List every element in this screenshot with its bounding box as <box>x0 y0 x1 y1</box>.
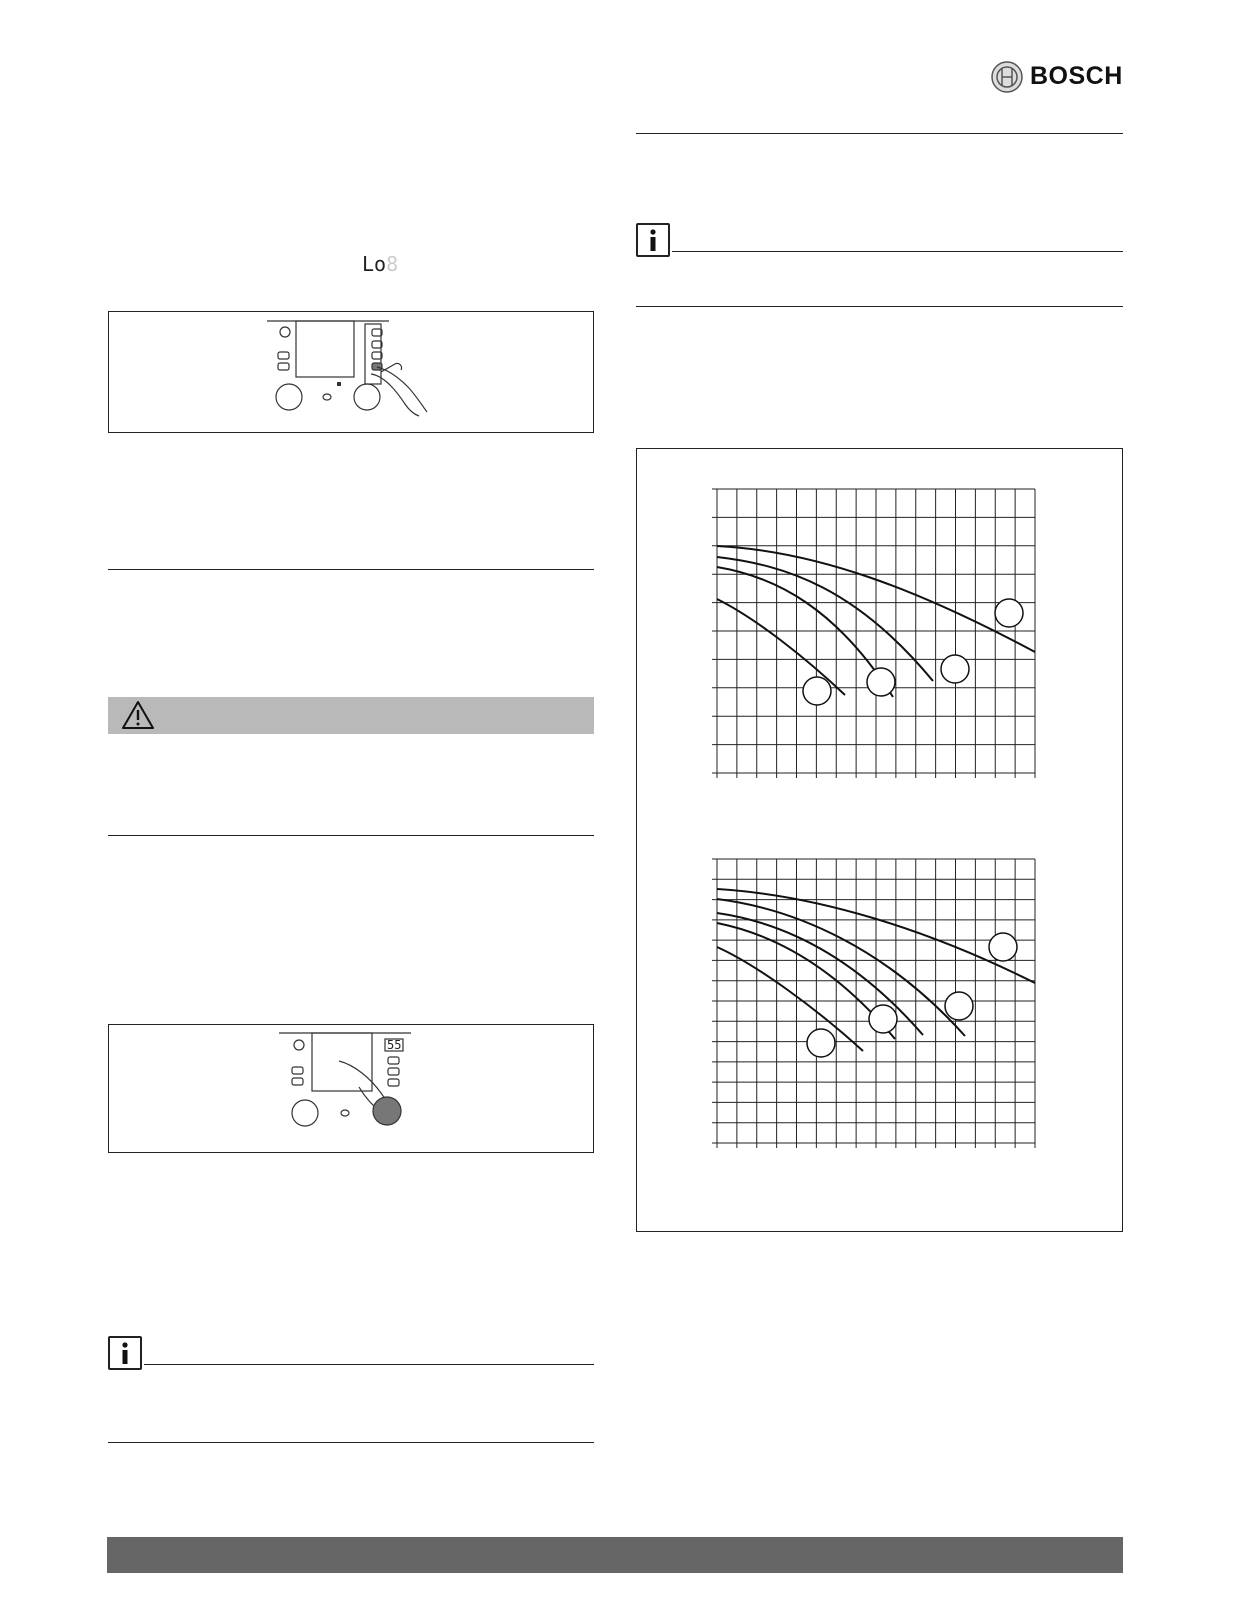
control-panel-knob-illustration <box>109 1025 595 1154</box>
section-rule <box>108 569 594 570</box>
curve-marker <box>989 933 1017 961</box>
display-readout-value: Lo <box>362 252 387 276</box>
brand-wordmark: BOSCH <box>1030 62 1123 90</box>
curve-marker <box>867 668 895 696</box>
curve-marker <box>807 1029 835 1057</box>
pump-curves-figure <box>636 448 1123 1232</box>
pump-curve-chart-top <box>697 479 1037 779</box>
info-icon <box>108 1336 142 1370</box>
warning-banner <box>108 697 594 734</box>
pump-curve <box>717 567 893 697</box>
pump-curve-chart-bottom <box>697 849 1037 1149</box>
figure-control-panel-button <box>108 311 594 433</box>
warning-triangle-icon <box>120 699 156 731</box>
display-readout-ghost: 8 <box>386 252 399 276</box>
curve-marker <box>869 1005 897 1033</box>
curve-marker <box>945 992 973 1020</box>
figure-control-panel-knob <box>108 1024 594 1153</box>
curve-marker <box>995 599 1023 627</box>
section-rule <box>108 1442 594 1443</box>
control-panel-illustration <box>109 312 595 434</box>
figure-display-value: 55 <box>387 1038 402 1052</box>
curve-marker <box>803 677 831 705</box>
section-rule <box>636 133 1123 134</box>
curve-marker <box>941 655 969 683</box>
section-rule <box>108 835 594 836</box>
info-icon <box>636 223 670 257</box>
display-readout <box>362 252 398 276</box>
footer-bar <box>107 1537 1123 1573</box>
info-note-rule <box>672 251 1123 252</box>
bosch-armature-icon <box>990 60 1024 94</box>
info-note-rule <box>144 1364 594 1365</box>
bosch-logo <box>990 60 1130 96</box>
section-rule <box>636 306 1123 307</box>
